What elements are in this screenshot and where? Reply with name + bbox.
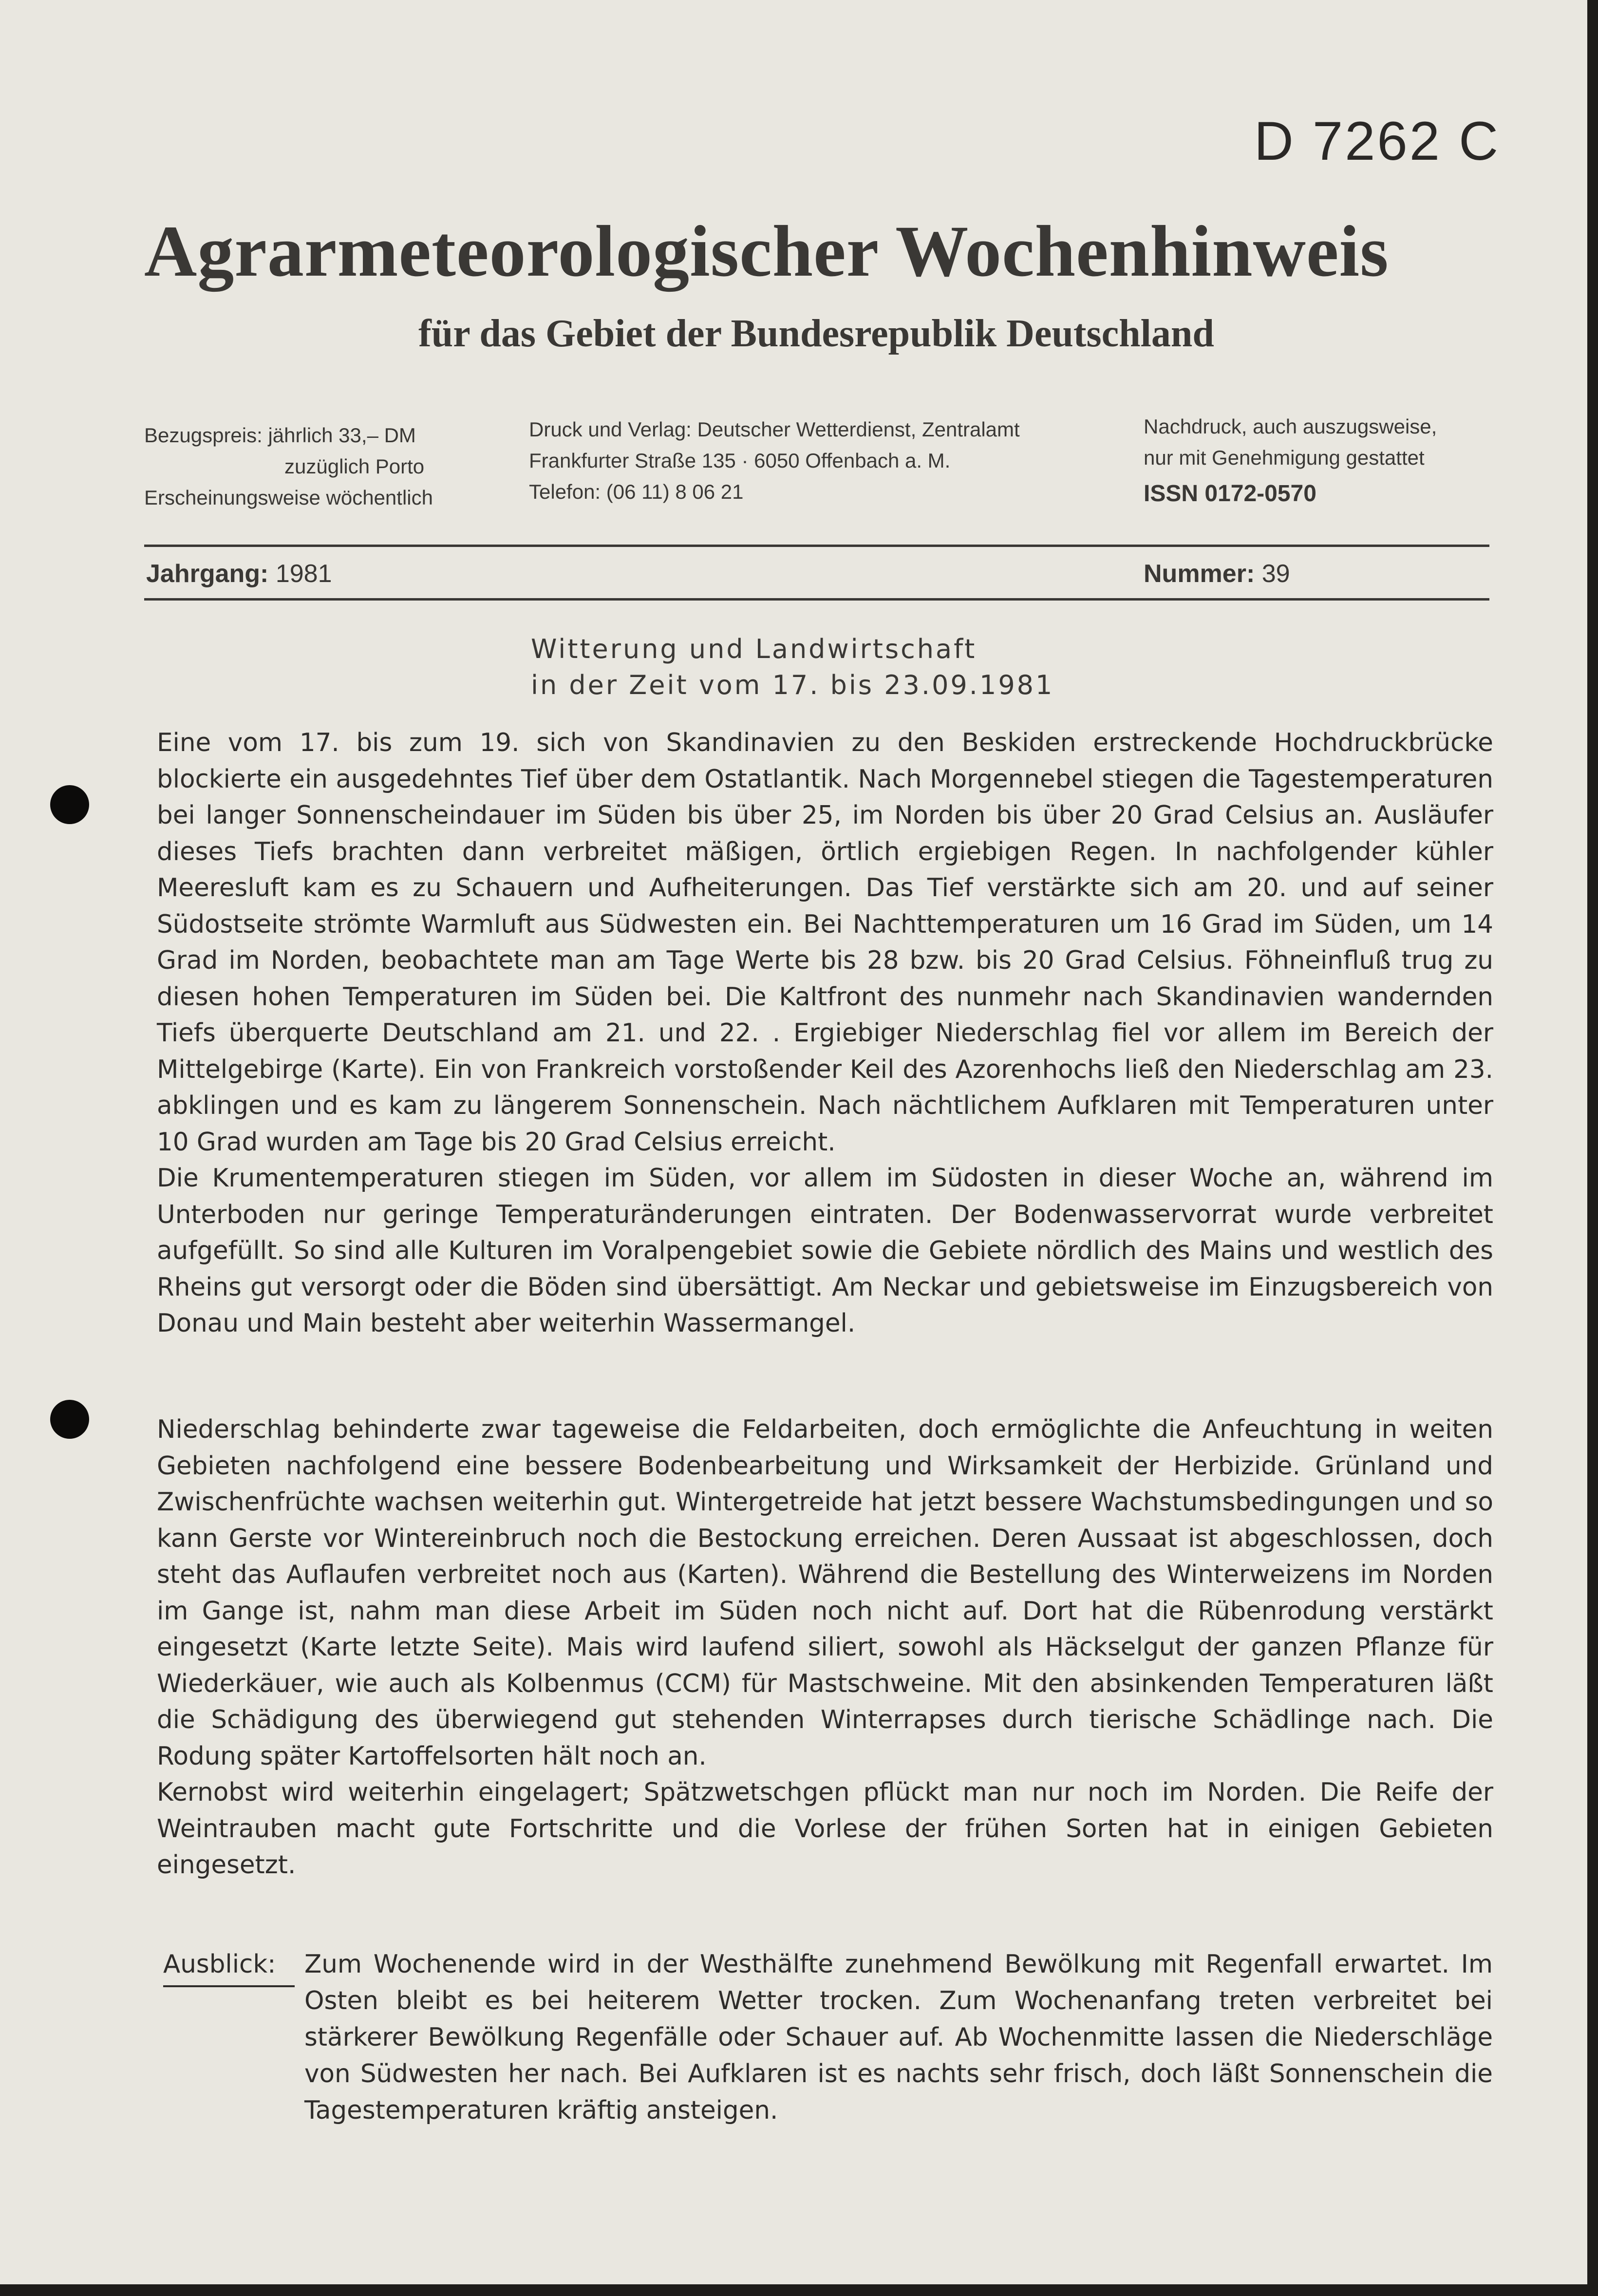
document-code: D 7262 C — [1254, 111, 1500, 171]
outlook-underline — [163, 1985, 295, 1987]
scan-edge-right — [1587, 0, 1598, 2296]
divider-bottom — [144, 598, 1489, 601]
copyright-info — [1144, 411, 1504, 509]
address-line: Frankfurter Straße 135 · 6050 Offenbach a. M. — [529, 449, 951, 472]
divider-top — [144, 545, 1489, 547]
punch-hole-bottom — [50, 1400, 89, 1439]
phone-line: Telefon: (06 11) 8 06 21 — [529, 480, 744, 503]
subscription-info — [144, 420, 495, 513]
punch-hole-top — [50, 785, 89, 824]
postage-line: zuzüglich Porto — [284, 455, 425, 478]
weather-paragraph-1: Eine vom 17. bis zum 19. sich von Skandinavien zu den Beskiden erstreckende Hochdruckbrücke blockierte ein ausgedehntes Tief über dem Ostatlantik. Nach Morgennebel stiegen die Tagestemperaturen bei langer Sonnenscheindauer im Süden bis über 25, im Norden bis über 20 Grad Celsius an. Ausläufer dieses Tiefs brachten dann verbreitet mäßigen, örtlich ergiebigen Regen. In nachfolgender kühler Meeresluft kam es zu Schauern und Aufheiterungen. Das Tief verstärkte sich am 20. und auf seiner Südostseite strömte Warmluft aus Südwesten ein. Bei Nachttemperaturen um 16 Grad im Süden, um 14 Grad im Norden, beobachtete man am Tage Werte bis 28 bzw. bis 20 Grad Celsius. Föhneinfluß trug zu diesen hohen Temperaturen im Süden bei. Die Kaltfront des nunmehr nach Skandinavien wandernden Tiefs überquerte Deutschland am 21. und 22. . Ergiebiger Niederschlag fiel vor allem im Bereich der Mittelgebirge (Karte). Ein von Frankreich vorstoßender Keil des Azorenhochs ließ den Niederschlag am 23. abklingen und es kam zu längerem Sonnenschein. Nach nächtlichem Aufklaren mit Temperaturen unter 10 Grad wurden am Tage bis 20 Grad Celsius erreicht. — [157, 728, 1493, 1157]
heading-line-2: in der Zeit vom 17. bis 23.09.1981 — [531, 670, 1054, 700]
issn: ISSN 0172-0570 — [1144, 481, 1316, 507]
document-title: Agrarmeteorologischer Wochenhinweis — [144, 211, 1389, 292]
number-value: 39 — [1261, 560, 1290, 588]
document-subtitle: für das Gebiet der Bundesrepublik Deutschland — [418, 312, 1214, 355]
reprint-line-1: Nachdruck, auch auszugsweise, — [1144, 415, 1437, 438]
heading-line-1: Witterung und Landwirtschaft — [531, 634, 977, 664]
number-label: Nummer: — [1144, 560, 1255, 588]
outlook-label: Ausblick: — [163, 1950, 276, 1979]
scan-edge-bottom — [0, 2284, 1598, 2296]
agriculture-paragraph-2: Kernobst wird weiterhin eingelagert; Spätzwetschgen pflückt man nur noch im Norden. Die Reife der Weintrauben macht gute Fortschritte und die Vorlese der frühen Sorten hat in einigen Gebieten eingesetzt. — [157, 1778, 1493, 1880]
reprint-line-2: nur mit Genehmigung gestattet — [1144, 446, 1425, 469]
volume-info — [146, 559, 332, 588]
volume-value: 1981 — [275, 560, 332, 588]
agriculture-section — [157, 1411, 1493, 1883]
weather-section — [157, 725, 1493, 1342]
number-info — [1144, 559, 1290, 588]
frequency-line: Erscheinungsweise wöchentlich — [144, 486, 433, 509]
publisher-line: Druck und Verlag: Deutscher Wetterdienst, Zentralamt — [529, 418, 1020, 441]
weather-paragraph-2: Die Krumentemperaturen stiegen im Süden, vor allem im Südosten in dieser Woche an, während im Unterboden nur geringe Temperaturänderungen eintraten. Der Bodenwasservorrat wurde verbreitet aufgefüllt. So sind alle Kulturen im Voralpengebiet sowie die Gebiete nördlich des Mains und westlich des Rheins gut versorgt oder die Böden sind übersättigt. Am Neckar und gebietsweise im Einzugsbereich von Donau und Main besteht aber weiterhin Wassermangel. — [157, 1164, 1493, 1338]
price-line: Bezugspreis: jährlich 33,– DM — [144, 424, 416, 447]
section-heading — [531, 631, 1086, 703]
agriculture-paragraph-1: Niederschlag behinderte zwar tageweise die Feldarbeiten, doch ermöglichte die Anfeuchtung in weiten Gebieten nachfolgend eine bessere Bodenbearbeitung und Wirksamkeit der Herbizide. Grünland und Zwischenfrüchte wachsen weiterhin gut. Wintergetreide hat jetzt bessere Wachstumsbedingungen und so kann Gerste vor Wintereinbruch noch die Bestockung erreichen. Deren Aussaat ist abgeschlossen, doch steht das Auflaufen verbreitet noch aus (Karten). Während die Bestellung des Winterweizens im Norden im Gange ist, nahm man diese Arbeit im Süden noch nicht auf. Dort hat die Rübenrodung verstärkt eingesetzt (Karte letzte Seite). Mais wird laufend siliert, sowohl als Häckselgut der ganzen Pflanze für Wiederkäuer, wie auch als Kolbenmus (CCM) für Mastschweine. Mit den absinkenden Temperaturen läßt die Schädigung des überwiegend gut stehenden Winterrapses durch tierische Schädlinge nach. Die Rodung später Kartoffelsorten hält noch an. — [157, 1415, 1493, 1771]
publisher-info — [529, 414, 1099, 508]
volume-label: Jahrgang: — [146, 560, 269, 588]
outlook-text: Zum Wochenende wird in der Westhälfte zunehmend Bewölkung mit Regenfall erwartet. Im Osten bleibt es bei heiterem Wetter trocken. Zum Wochenanfang treten verbreitet bei stärkerer Bewölkung Regenfälle oder Schauer auf. Ab Wochenmitte lassen die Niederschläge von Südwesten her nach. Bei Aufklaren ist es nachts sehr frisch, doch läßt Sonnenschein die Tagestemperaturen kräftig ansteigen. — [304, 1950, 1493, 2125]
